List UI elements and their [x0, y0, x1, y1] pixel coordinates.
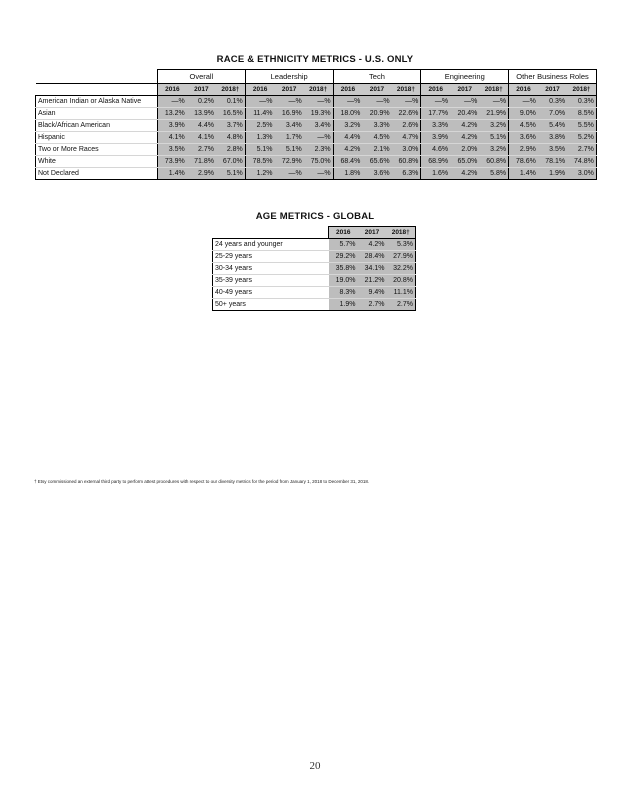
value-cell: 1.3% — [245, 132, 274, 144]
table-row — [36, 96, 597, 108]
value-cell: 13.9% — [187, 108, 216, 120]
value-cell: 34.1% — [358, 263, 387, 275]
value-cell: —% — [333, 96, 362, 108]
value-cell: 5.1% — [216, 168, 245, 180]
value-cell: —% — [304, 132, 333, 144]
value-cell: 9.0% — [509, 108, 538, 120]
row-label: White — [36, 156, 158, 168]
row-label: Two or More Races — [36, 144, 158, 156]
value-cell: 4.2% — [358, 239, 387, 251]
value-cell: 3.3% — [421, 120, 450, 132]
page-number: 20 — [309, 760, 321, 772]
header-spacer — [213, 227, 329, 239]
table-row — [213, 299, 416, 311]
value-cell: 16.9% — [275, 108, 304, 120]
value-cell: 29.2% — [329, 251, 358, 263]
value-cell: 71.8% — [187, 156, 216, 168]
table-row — [36, 120, 597, 132]
value-cell: 3.0% — [392, 144, 421, 156]
value-cell: 72.9% — [275, 156, 304, 168]
value-cell: 3.0% — [567, 168, 596, 180]
table-row — [36, 168, 597, 180]
value-cell: 17.7% — [421, 108, 450, 120]
value-cell: 2.7% — [567, 144, 596, 156]
value-cell: 1.9% — [329, 299, 358, 311]
value-cell: 4.2% — [333, 144, 362, 156]
row-label: 25-29 years — [213, 251, 329, 263]
value-cell: 68.4% — [333, 156, 362, 168]
year-header: 2017 — [358, 227, 387, 239]
value-cell: 2.7% — [358, 299, 387, 311]
table-row — [36, 144, 597, 156]
age-metrics-table — [212, 226, 416, 311]
year-header-row — [36, 84, 597, 96]
value-cell: 22.6% — [392, 108, 421, 120]
row-label: Not Declared — [36, 168, 158, 180]
value-cell: 16.5% — [216, 108, 245, 120]
value-cell: 5.5% — [567, 120, 596, 132]
value-cell: 7.0% — [538, 108, 567, 120]
value-cell: —% — [421, 96, 450, 108]
value-cell: 3.5% — [158, 144, 187, 156]
value-cell: 4.7% — [392, 132, 421, 144]
value-cell: 1.2% — [245, 168, 274, 180]
value-cell: —% — [509, 96, 538, 108]
row-label: 24 years and younger — [213, 239, 329, 251]
value-cell: 5.3% — [387, 239, 416, 251]
value-cell: —% — [245, 96, 274, 108]
value-cell: 3.4% — [304, 120, 333, 132]
value-cell: 3.6% — [509, 132, 538, 144]
group-header: Tech — [333, 70, 421, 84]
value-cell: 78.6% — [509, 156, 538, 168]
value-cell: 3.8% — [538, 132, 567, 144]
value-cell: 32.2% — [387, 263, 416, 275]
value-cell: 4.5% — [362, 132, 391, 144]
value-cell: 2.0% — [450, 144, 479, 156]
value-cell: —% — [275, 96, 304, 108]
value-cell: 21.9% — [479, 108, 508, 120]
header-spacer — [36, 84, 158, 96]
value-cell: 1.4% — [158, 168, 187, 180]
race-ethnicity-table — [35, 69, 597, 180]
value-cell: 2.1% — [362, 144, 391, 156]
year-header: 2016 — [158, 84, 187, 96]
value-cell: 4.6% — [421, 144, 450, 156]
value-cell: 27.9% — [387, 251, 416, 263]
year-header: 2018† — [387, 227, 416, 239]
year-header: 2018† — [567, 84, 596, 96]
group-header: Overall — [158, 70, 246, 84]
value-cell: 0.2% — [187, 96, 216, 108]
value-cell: —% — [304, 96, 333, 108]
table-row — [213, 239, 416, 251]
row-label: Hispanic — [36, 132, 158, 144]
value-cell: 60.8% — [479, 156, 508, 168]
value-cell: —% — [304, 168, 333, 180]
value-cell: 65.0% — [450, 156, 479, 168]
year-header: 2016 — [333, 84, 362, 96]
value-cell: 3.2% — [479, 120, 508, 132]
value-cell: 60.8% — [392, 156, 421, 168]
value-cell: 6.3% — [392, 168, 421, 180]
value-cell: —% — [450, 96, 479, 108]
year-header: 2016 — [245, 84, 274, 96]
value-cell: —% — [479, 96, 508, 108]
row-label: 40-49 years — [213, 287, 329, 299]
row-label: American Indian or Alaska Native — [36, 96, 158, 108]
value-cell: 4.1% — [187, 132, 216, 144]
value-cell: —% — [362, 96, 391, 108]
race-ethnicity-title: RACE & ETHNICITY METRICS - U.S. ONLY — [216, 54, 414, 65]
table-row — [36, 132, 597, 144]
year-header: 2018† — [392, 84, 421, 96]
value-cell: 3.4% — [275, 120, 304, 132]
value-cell: 20.4% — [450, 108, 479, 120]
value-cell: 3.9% — [158, 120, 187, 132]
value-cell: 4.1% — [158, 132, 187, 144]
value-cell: 3.9% — [421, 132, 450, 144]
value-cell: 19.0% — [329, 275, 358, 287]
year-header: 2017 — [450, 84, 479, 96]
value-cell: 1.8% — [333, 168, 362, 180]
value-cell: 78.1% — [538, 156, 567, 168]
year-header: 2016 — [329, 227, 358, 239]
value-cell: 75.0% — [304, 156, 333, 168]
year-header: 2018† — [304, 84, 333, 96]
year-header: 2017 — [187, 84, 216, 96]
value-cell: 2.5% — [245, 120, 274, 132]
value-cell: —% — [275, 168, 304, 180]
row-label: 35-39 years — [213, 275, 329, 287]
value-cell: 35.8% — [329, 263, 358, 275]
value-cell: 18.0% — [333, 108, 362, 120]
value-cell: 78.5% — [245, 156, 274, 168]
row-label: 30-34 years — [213, 263, 329, 275]
year-header: 2018† — [479, 84, 508, 96]
value-cell: 13.2% — [158, 108, 187, 120]
value-cell: 1.7% — [275, 132, 304, 144]
value-cell: 3.5% — [538, 144, 567, 156]
value-cell: 11.1% — [387, 287, 416, 299]
value-cell: 2.7% — [187, 144, 216, 156]
group-header: Other Business Roles — [509, 70, 597, 84]
value-cell: 2.9% — [187, 168, 216, 180]
age-metrics-title: AGE METRICS - GLOBAL — [255, 211, 375, 222]
value-cell: 5.1% — [479, 132, 508, 144]
year-header: 2016 — [509, 84, 538, 96]
value-cell: —% — [158, 96, 187, 108]
year-header: 2017 — [362, 84, 391, 96]
value-cell: 68.9% — [421, 156, 450, 168]
year-header: 2016 — [421, 84, 450, 96]
year-header: 2017 — [275, 84, 304, 96]
value-cell: 4.2% — [450, 120, 479, 132]
value-cell: 11.4% — [245, 108, 274, 120]
table-row — [213, 275, 416, 287]
value-cell: 4.4% — [333, 132, 362, 144]
value-cell: 65.6% — [362, 156, 391, 168]
value-cell: 4.5% — [509, 120, 538, 132]
value-cell: 0.1% — [216, 96, 245, 108]
year-header: 2018† — [216, 84, 245, 96]
value-cell: 21.2% — [358, 275, 387, 287]
value-cell: 73.9% — [158, 156, 187, 168]
value-cell: 4.2% — [450, 132, 479, 144]
value-cell: 1.4% — [509, 168, 538, 180]
table-row — [36, 108, 597, 120]
value-cell: 3.3% — [362, 120, 391, 132]
value-cell: 8.3% — [329, 287, 358, 299]
value-cell: 1.6% — [421, 168, 450, 180]
value-cell: 5.4% — [538, 120, 567, 132]
value-cell: 3.7% — [216, 120, 245, 132]
header-spacer — [36, 70, 158, 84]
value-cell: 4.8% — [216, 132, 245, 144]
table-row — [36, 156, 597, 168]
value-cell: 5.8% — [479, 168, 508, 180]
value-cell: 20.8% — [387, 275, 416, 287]
value-cell: 4.2% — [450, 168, 479, 180]
value-cell: 19.3% — [304, 108, 333, 120]
group-header: Leadership — [245, 70, 333, 84]
year-header: 2017 — [538, 84, 567, 96]
value-cell: 8.5% — [567, 108, 596, 120]
row-label: Black/African American — [36, 120, 158, 132]
value-cell: 5.7% — [329, 239, 358, 251]
footnote: † Etsy commissioned an external third party to perform attest procedures with respect to our diversity metrics for the period from January 1, 2018 to December 31, 2018. — [34, 479, 370, 484]
table-row — [213, 263, 416, 275]
value-cell: 1.9% — [538, 168, 567, 180]
value-cell: 2.3% — [304, 144, 333, 156]
year-header-row — [213, 227, 416, 239]
value-cell: 0.3% — [538, 96, 567, 108]
value-cell: —% — [392, 96, 421, 108]
group-header: Engineering — [421, 70, 509, 84]
value-cell: 5.1% — [245, 144, 274, 156]
value-cell: 20.9% — [362, 108, 391, 120]
value-cell: 5.1% — [275, 144, 304, 156]
value-cell: 74.8% — [567, 156, 596, 168]
value-cell: 67.0% — [216, 156, 245, 168]
value-cell: 2.8% — [216, 144, 245, 156]
row-label: 50+ years — [213, 299, 329, 311]
value-cell: 3.2% — [333, 120, 362, 132]
value-cell: 2.9% — [509, 144, 538, 156]
value-cell: 3.6% — [362, 168, 391, 180]
value-cell: 4.4% — [187, 120, 216, 132]
value-cell: 28.4% — [358, 251, 387, 263]
value-cell: 2.7% — [387, 299, 416, 311]
row-label: Asian — [36, 108, 158, 120]
value-cell: 0.3% — [567, 96, 596, 108]
value-cell: 5.2% — [567, 132, 596, 144]
value-cell: 3.2% — [479, 144, 508, 156]
table-row — [213, 251, 416, 263]
value-cell: 9.4% — [358, 287, 387, 299]
table-row — [213, 287, 416, 299]
group-header-row — [36, 70, 597, 84]
value-cell: 2.6% — [392, 120, 421, 132]
